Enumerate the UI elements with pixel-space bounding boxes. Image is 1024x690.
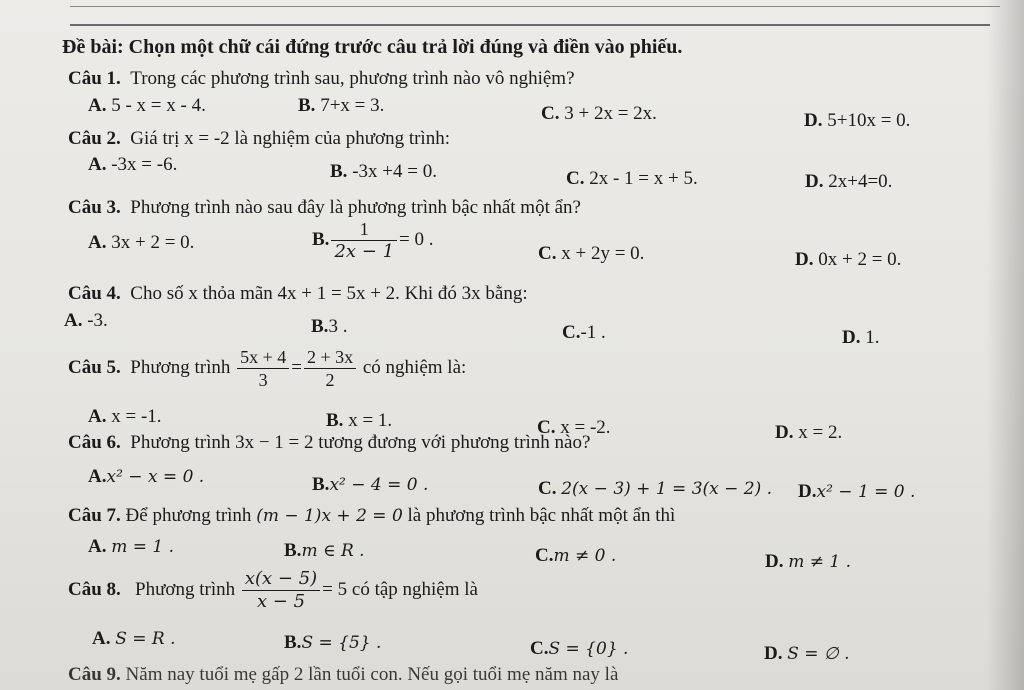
- q8-option-a: A. S = R .: [92, 628, 176, 649]
- q8-option-b: B.S = {5} .: [284, 632, 382, 653]
- q3-option-a: A. 3x + 2 = 0.: [88, 232, 195, 253]
- q8-fraction: $\frac{x(x - 5)}{x - 5}$: [242, 568, 320, 613]
- question-8: Câu 8. Phương trình $\frac{x(x - 5)}{x - 5}$ = 5 có tập nghiệm là: [68, 568, 478, 612]
- question-9: Câu 9. Năm nay tuổi mẹ gấp 2 lần tuổi con. Nếu gọi tuổi mẹ năm nay là: [68, 664, 619, 685]
- q4-option-c: C.-1 .: [562, 322, 606, 343]
- page-shadow: [986, 0, 1024, 690]
- q2-option-c: C. 2x - 1 = x + 5.: [566, 168, 698, 189]
- q5-fraction-right: $\frac{2 + 3x}{2}$: [304, 346, 356, 391]
- q7-option-a: A. m = 1 .: [88, 536, 175, 557]
- question-1-label: Câu 1.: [68, 68, 121, 89]
- q7-option-b: B.m ∈ R .: [284, 540, 365, 561]
- q1-option-a: A. 5 - x = x - 4.: [88, 95, 206, 116]
- question-3-text: Phương trình nào sau đây là phương trình bậc nhất một ẩn?: [130, 197, 581, 218]
- q6-option-d: D.x² − 1 = 0 .: [798, 481, 916, 502]
- question-4-text: Cho số x thỏa mãn 4x + 1 = 5x + 2. Khi đó 3x bằng:: [130, 283, 528, 304]
- q8-option-d: D. S = ∅ .: [764, 643, 850, 664]
- top-divider: [70, 6, 1000, 7]
- question-9-text: Năm nay tuổi mẹ gấp 2 lần tuổi con. Nếu gọi tuổi mẹ năm nay là: [125, 664, 619, 685]
- q2-option-a: A. -3x = -6.: [88, 154, 178, 175]
- q6-option-b: B.x² − 4 = 0 .: [312, 474, 429, 495]
- q4-option-d: D. 1.: [842, 327, 880, 348]
- q6-option-c: C. 2(x − 3) + 1 = 3(x − 2) .: [538, 478, 773, 499]
- q1-option-b: B. 7+x = 3.: [298, 95, 385, 116]
- q5-option-c: C. x = -2.: [537, 417, 611, 438]
- q2-option-b: B. -3x +4 = 0.: [330, 161, 437, 182]
- q5-option-a: A. x = -1.: [88, 406, 162, 427]
- question-5: Câu 5. Phương trình $\frac{5x + 4}{3}$ = $\frac{2 + 3x}{2}$ có nghiệm là:: [68, 347, 467, 390]
- question-4: Câu 4. Cho số x thỏa mãn 4x + 1 = 5x + 2. Khi đó 3x bằng:: [68, 283, 528, 304]
- q5-fraction-left: $\frac{5x + 4}{3}$: [237, 346, 289, 391]
- q7-option-c: C.m ≠ 0 .: [535, 545, 617, 566]
- question-1-text: Trong các phương trình sau, phương trình nào vô nghiệm?: [130, 68, 575, 89]
- question-7: Câu 7. Để phương trình (m − 1)x + 2 = 0 là phương trình bậc nhất một ẩn thì: [68, 505, 676, 526]
- q6-option-a: A.x² − x = 0 .: [88, 466, 205, 487]
- q8-option-c: C.S = {0} .: [530, 638, 629, 659]
- q3-fraction: $\frac{1}{2x - 1}$: [331, 218, 397, 263]
- q3-option-b: B. $\frac{1}{2x - 1}$ = 0 .: [312, 219, 434, 262]
- q7-option-d: D. m ≠ 1 .: [765, 551, 852, 572]
- q4-option-b: B.3 .: [311, 316, 348, 337]
- top-border-line: [70, 24, 990, 26]
- question-6-text: Phương trình 3x − 1 = 2 tương đương với phương trình nào?: [130, 432, 591, 453]
- q2-option-d: D. 2x+4=0.: [805, 171, 893, 192]
- q1-option-d: D. 5+10x = 0.: [804, 110, 911, 131]
- instructions-header: Đề bài: Chọn một chữ cái đứng trước câu trả lời đúng và điền vào phiếu.: [62, 36, 683, 58]
- q1-option-c: C. 3 + 2x = 2x.: [541, 103, 657, 124]
- q5-option-b: B. x = 1.: [326, 410, 393, 431]
- question-3: Câu 3. Phương trình nào sau đây là phương trình bậc nhất một ẩn?: [68, 197, 581, 218]
- question-6: Câu 6. Phương trình 3x − 1 = 2 tương đương với phương trình nào?: [68, 432, 591, 453]
- q4-option-a: A. -3.: [64, 310, 108, 331]
- question-1: [68, 68, 575, 90]
- q3-option-c: C. x + 2y = 0.: [538, 243, 645, 264]
- q5-option-d: D. x = 2.: [775, 422, 843, 443]
- question-2-text: Giá trị x = -2 là nghiệm của phương trình:: [130, 128, 450, 149]
- question-2: Câu 2. Giá trị x = -2 là nghiệm của phương trình:: [68, 128, 450, 149]
- q3-option-d: D. 0x + 2 = 0.: [795, 249, 902, 270]
